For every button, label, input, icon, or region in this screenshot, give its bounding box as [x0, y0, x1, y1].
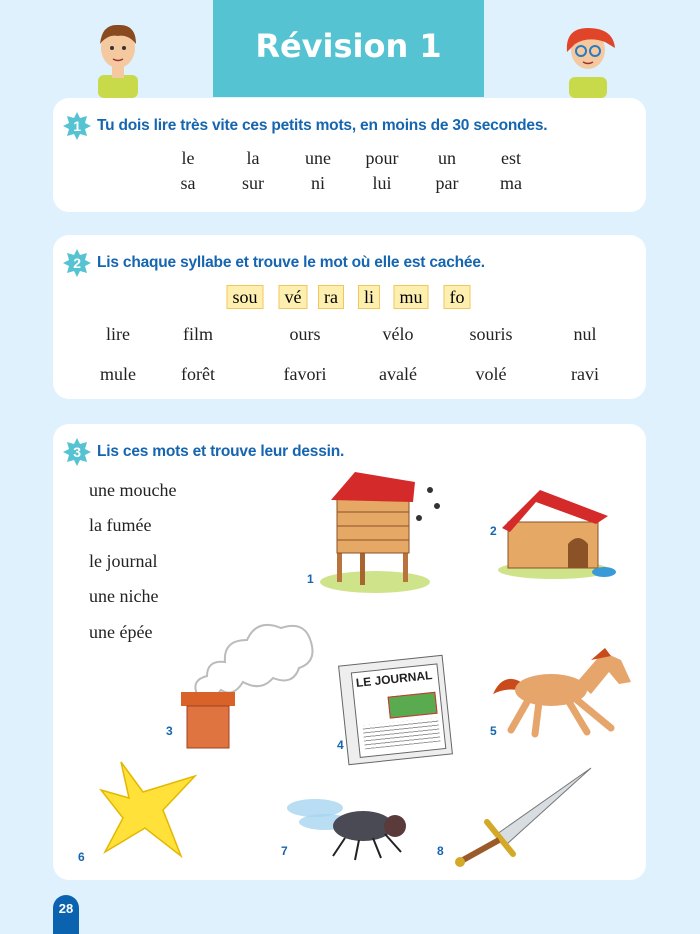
syllable-box: ra — [318, 285, 344, 309]
page-number: 28 — [53, 895, 79, 934]
word-item: ma — [500, 173, 522, 193]
word-item: film — [183, 324, 213, 344]
word-item: une niche — [89, 586, 159, 606]
word-item: souris — [469, 324, 513, 344]
syllable-box: fo — [444, 285, 471, 309]
chimney-smoke-picture — [177, 612, 317, 752]
horse-picture — [491, 642, 636, 738]
word-item: sa — [180, 173, 196, 193]
word-item: une mouche — [89, 480, 177, 500]
word-item: sur — [242, 173, 264, 193]
picture-number: 6 — [78, 850, 85, 864]
picture-number: 1 — [307, 572, 314, 586]
girl-illustration — [555, 22, 621, 98]
exercise-3-card — [53, 424, 646, 880]
word-item: volé — [475, 364, 507, 384]
syllable-box: li — [358, 285, 380, 309]
word-item: une — [305, 148, 331, 168]
word-item: forêt — [181, 364, 215, 384]
beehive-picture — [315, 470, 450, 596]
syllable-box: vé — [279, 285, 308, 309]
word-item: avalé — [379, 364, 417, 384]
star-badge-icon: 1 — [63, 112, 91, 140]
picture-number: 2 — [490, 524, 497, 538]
star-picture — [99, 760, 197, 860]
boy-illustration — [88, 20, 148, 98]
word-item: pour — [365, 148, 399, 168]
star-badge-icon: 2 — [63, 249, 91, 277]
word-item: vélo — [382, 324, 414, 344]
syllable-box: mu — [393, 285, 428, 309]
picture-number: 3 — [166, 724, 173, 738]
exercise-2-title: 2 Lis chaque syllabe et trouve le mot où elle est cachée. — [63, 249, 485, 277]
word-item: un — [438, 148, 456, 168]
word-item: la fumée — [89, 515, 152, 535]
word-item: le journal — [89, 551, 158, 571]
word-item: favori — [283, 364, 327, 384]
word-item: est — [501, 148, 521, 168]
picture-number: 8 — [437, 844, 444, 858]
word-item: ravi — [571, 364, 599, 384]
word-item: le — [181, 148, 195, 168]
newspaper-picture: LE JOURNAL — [338, 655, 453, 765]
word-item: nul — [573, 324, 597, 344]
star-badge-icon: 3 — [63, 438, 91, 466]
doghouse-picture — [496, 488, 622, 580]
fly-picture — [285, 794, 415, 864]
page-title: Révision 1 — [213, 0, 484, 97]
sword-picture — [451, 764, 599, 870]
exercise-1-title: 1 Tu dois lire très vite ces petits mots, en moins de 30 secondes. — [63, 112, 547, 140]
word-item: une épée — [89, 622, 153, 642]
exercise-2-card — [53, 235, 646, 399]
word-item: lire — [106, 324, 130, 344]
word-item: par — [435, 173, 459, 193]
word-item: mule — [100, 364, 136, 384]
word-item: ni — [310, 173, 326, 193]
exercise-3-title: 3 Lis ces mots et trouve leur dessin. — [63, 438, 344, 466]
word-item: lui — [372, 173, 392, 193]
word-item: ours — [289, 324, 321, 344]
exercise-1-card — [53, 98, 646, 212]
syllable-box: sou — [226, 285, 263, 309]
picture-number: 4 — [337, 738, 344, 752]
picture-number: 7 — [281, 844, 288, 858]
word-item: la — [246, 148, 260, 168]
picture-number: 5 — [490, 724, 497, 738]
